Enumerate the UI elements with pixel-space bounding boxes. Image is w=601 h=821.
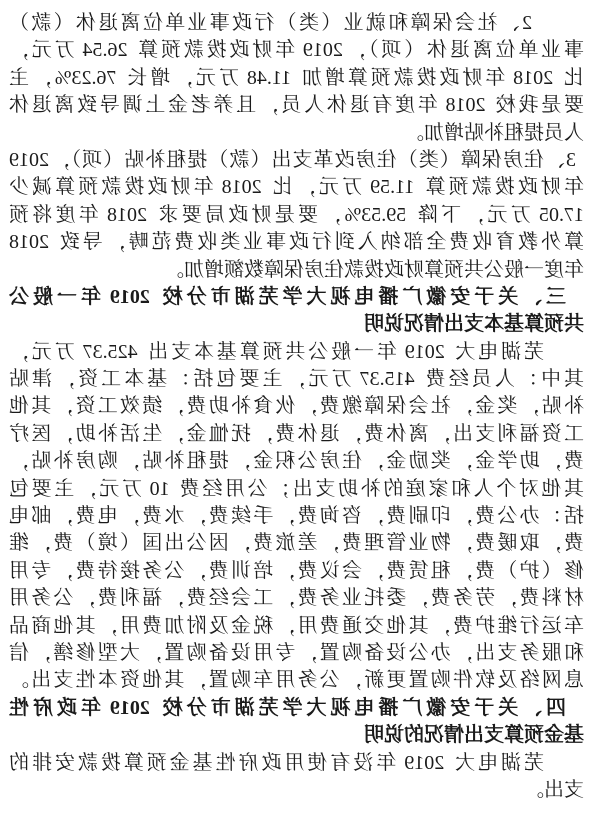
text-line: 修（护）费，租赁费，会议费，培训费，公务接待费，专用	[9, 559, 584, 582]
text-line: 比 2018 年财政拨款预算增加 11.48 万元，增长 76.23%，主	[9, 66, 584, 89]
section-heading-4	[9, 695, 584, 750]
text-line: 2、社会保障和就业（类）行政事业单位离退休（款）	[9, 12, 532, 34]
paragraph-basic-expenditure	[9, 339, 584, 695]
heading-line: 基金预算支出情况的说明	[364, 724, 584, 747]
text-line: 和服务支出，办公设备购置，专用设备购置，大型修缮，信	[9, 641, 584, 664]
text-line: 芜湖电大 2019 年一般公共预算基本支出 425.37 万元，	[9, 340, 544, 363]
section-heading-3	[9, 284, 584, 339]
text-line: 支出。	[524, 778, 584, 801]
text-line: 括：办公费，印刷费，咨询费，手续费，水费，电费，邮电	[9, 505, 584, 528]
text-line: 其他对个人和家庭的补助支出；公用经费 10 万元，主要包	[9, 477, 584, 500]
text-line: 要是我校 2018 年度有退休人员，且养老金上调导致离退休	[9, 94, 584, 117]
text-line: 年度一般公共预算财政拨款住房保障数额增加。	[164, 258, 584, 281]
text-line: 算外教育收费全部纳入到行政事业类收费范畴，导致 2018	[9, 231, 584, 254]
text-line: 工资福利支出，离休费，退休费，抚恤金，生活补助，医疗	[9, 422, 584, 445]
text-line: 芜湖电大 2019 年没有使用政府性基金预算拨款安排的	[9, 751, 544, 774]
paragraph-social-security-retirement	[9, 10, 584, 147]
text-line: 补贴，奖金，社会保障缴费，伙食补助费，绩效工资，其他	[9, 395, 584, 418]
paragraph-government-fund	[9, 750, 584, 805]
text-line: 车运行维护费，其他交通费用，税金及附加费用，其他商品	[9, 614, 584, 637]
paragraph-housing-security	[9, 147, 584, 284]
text-line: 事业单位离退休（项），2019 年财政拨款预算 26.54 万元，	[9, 39, 584, 62]
heading-line: 四、关于安徽广播电视大学芜湖市分校 2019 年政府性	[9, 696, 566, 719]
text-line: 3、住房保障（类）住房改革支出（款）提租补贴（项），2019	[9, 148, 576, 171]
text-line: 人员提租补贴增加。	[404, 121, 584, 144]
text-line: 材料费，劳务费，委托业务费，工会经费，福利费，公务用	[9, 587, 584, 610]
heading-line: 三、关于安徽广播电视大学芜湖市分校 2019 年一般公	[9, 285, 566, 308]
text-line: 年财政拨款预算 11.59 万元，比 2018 年财政拨款预算减少	[9, 176, 584, 199]
text-line: 费，助学金，奖励金，住房公积金，提租补贴，购房补贴，	[9, 450, 584, 473]
text-line: 其中：人员经费 415.37 万元，主要包括：基本工资，津贴	[9, 368, 584, 391]
heading-line: 共预算基本支出情况说明	[364, 313, 584, 336]
text-line: 17.05 万元，下降 59.53%，要是财政局要求 2018 年度将预	[9, 203, 584, 226]
text-line: 费，取暖费，物业管理费，差旅费，因公出国（境）费，维	[9, 532, 584, 555]
text-line: 息网络及软件购置更新，公务用车购置，其他资本性支出。	[9, 669, 584, 692]
